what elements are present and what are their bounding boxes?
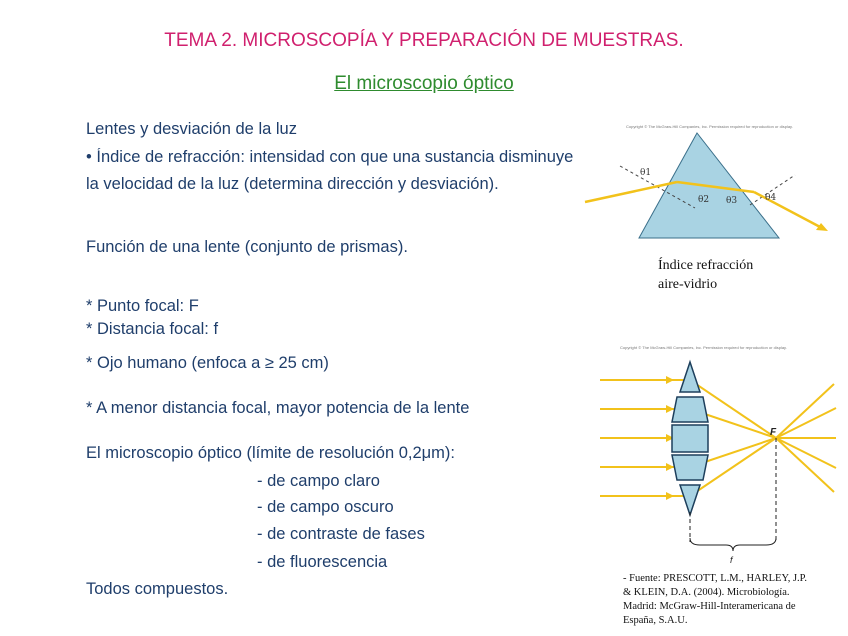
text-line-8: * A menor distancia focal, mayor potencia de la lente [86,399,470,417]
text-line-7: * Ojo humano (enfoca a ≥ 25 cm) [86,354,329,372]
text-line-9: El microscopio óptico (límite de resolución 0,2μm): [86,444,455,462]
focal-length-brace [690,538,776,551]
slide-title: TEMA 2. MICROSCOPÍA Y PREPARACIÓN DE MUESTRAS. [164,30,684,51]
slide-subtitle: El microscopio óptico [334,73,514,94]
prism-copyright: Copyright © The McGraw-Hill Companies, Inc. Permission required for reproduction or display. [626,124,793,129]
theta-3-label: θ3 [726,196,738,206]
theta-4-label: θ4 [765,193,777,203]
prism-caption-line-2: aire-vidrio [658,277,718,292]
microscope-type-2: - de campo oscuro [257,498,394,516]
text-line-1: Lentes y desviación de la luz [86,120,297,138]
source-line-3: Madrid: McGraw-Hill-Interamericana de [623,601,796,612]
theta-2-label: θ2 [698,195,710,205]
text-line-4: Función de una lente (conjunto de prismas). [86,238,408,256]
theta-1-label: θ1 [640,168,652,178]
microscope-type-3: - de contraste de fases [257,525,425,543]
lens-prism-stack [672,362,708,515]
focal-length-label: f [730,555,733,565]
prism-refraction-figure [580,120,840,245]
source-line-4: España, S.A.U. [623,615,688,626]
text-line-10: Todos compuestos. [86,580,229,598]
text-line-5: * Punto focal: F [86,297,199,315]
source-line-2: & KLEIN, D.A. (2004). Microbiología. [623,587,790,598]
focal-point-label: F [770,427,777,438]
text-line-3: la velocidad de la luz (determina dirección y desviación). [86,175,499,193]
lens-copyright: Copyright © The McGraw-Hill Companies, Inc. Permission required for reproduction or display. [620,345,787,350]
text-line-6: * Distancia focal: f [86,320,219,338]
prism-caption-line-1: Índice refracción [658,258,754,273]
lens-converging-rays [690,380,836,496]
source-line-1: - Fuente: PRESCOTT, L.M., HARLEY, J.P. [623,573,807,584]
microscope-type-1: - de campo claro [257,472,380,490]
microscope-type-4: - de fluorescencia [257,553,388,571]
lens-focal-figure [596,342,840,567]
text-line-2: • Índice de refracción: intensidad con que una sustancia disminuye [86,148,574,166]
